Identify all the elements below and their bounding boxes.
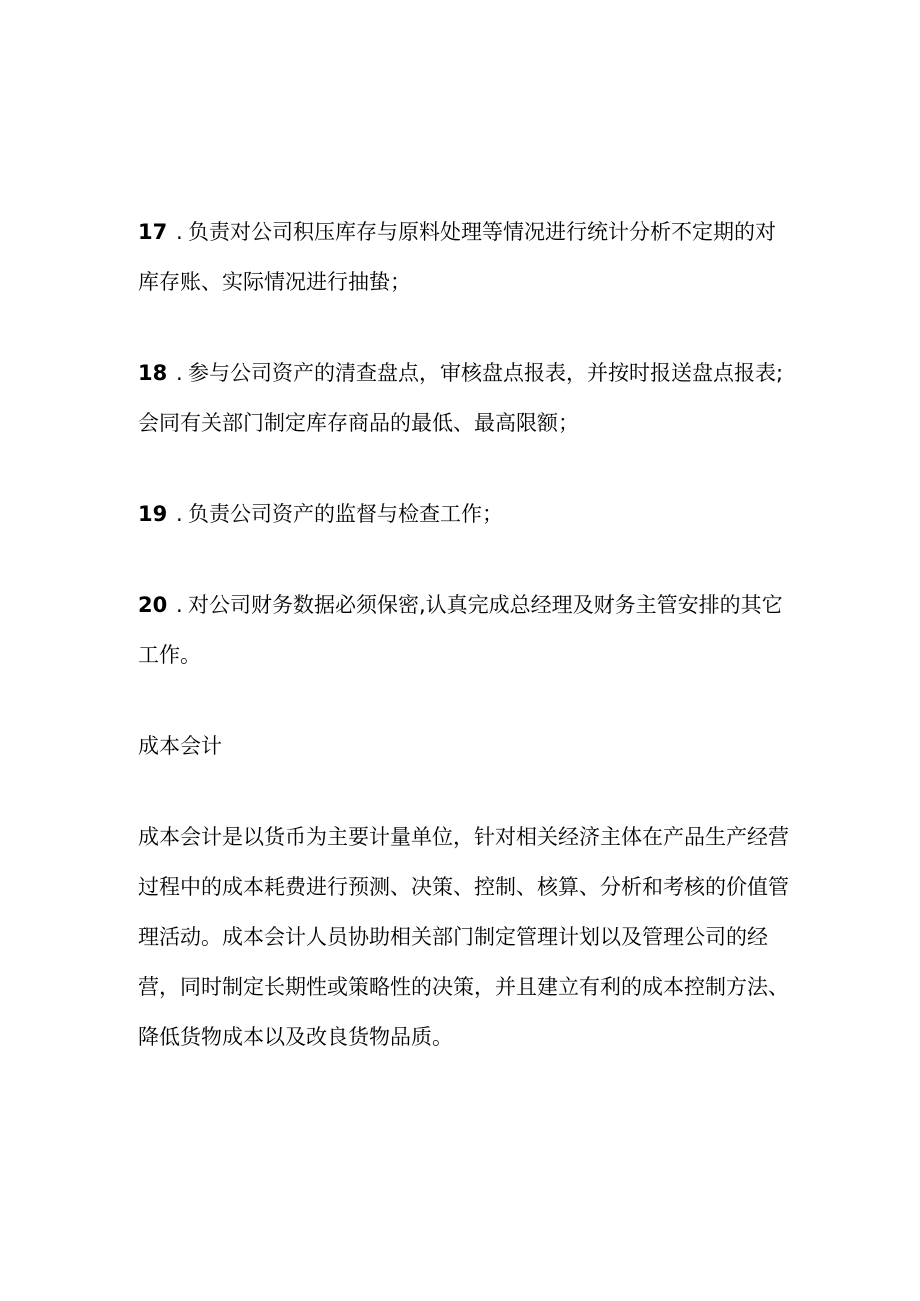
- section-body: 成本会计是以货币为主要计量单位，针对相关经济主体在产品生产经营过程中的成本耗费进行预测、决策、控制、核算、分析和考核的价值管理活动。成本会计人员协助相关部门制定管理计划以及管理公司的经营，同时制定长期性或策略性的决策，并且建立有利的成本控制方法、降低货物成本以及改良货物品质。: [138, 825, 789, 1049]
- item-number: 17: [138, 220, 168, 244]
- paragraph-spacer: [138, 771, 790, 812]
- item-dot: .: [176, 502, 183, 526]
- paragraph-spacer: [138, 539, 790, 580]
- item-text: 对公司财务数据必须保密,认真完成总经理及财务主管安排的其它工作。: [138, 593, 783, 667]
- list-item-17: [138, 207, 790, 307]
- item-dot: .: [176, 361, 183, 385]
- item-number: 19: [138, 502, 168, 526]
- paragraph-spacer: [138, 448, 790, 489]
- list-item-20: [138, 580, 790, 680]
- paragraph-spacer: [138, 307, 790, 348]
- paragraph-spacer: [138, 680, 790, 721]
- item-number: 20: [138, 593, 168, 617]
- item-number: 18: [138, 361, 168, 385]
- item-text: 负责公司资产的监督与检查工作；: [188, 502, 503, 526]
- item-text: 负责对公司积压库存与原料处理等情况进行统计分析不定期的对库存账、实际情况进行抽蛰；: [138, 220, 776, 294]
- section-heading: 成本会计: [138, 734, 222, 758]
- list-item-19: [138, 489, 790, 539]
- item-text: 参与公司资产的清查盘点，审核盘点报表，并按时报送盘点报表;会同有关部门制定库存商品的最低、最高限额；: [138, 361, 784, 435]
- item-dot: .: [176, 220, 183, 244]
- item-dot: .: [176, 593, 183, 617]
- document-content: [138, 207, 790, 1062]
- list-item-18: [138, 348, 790, 448]
